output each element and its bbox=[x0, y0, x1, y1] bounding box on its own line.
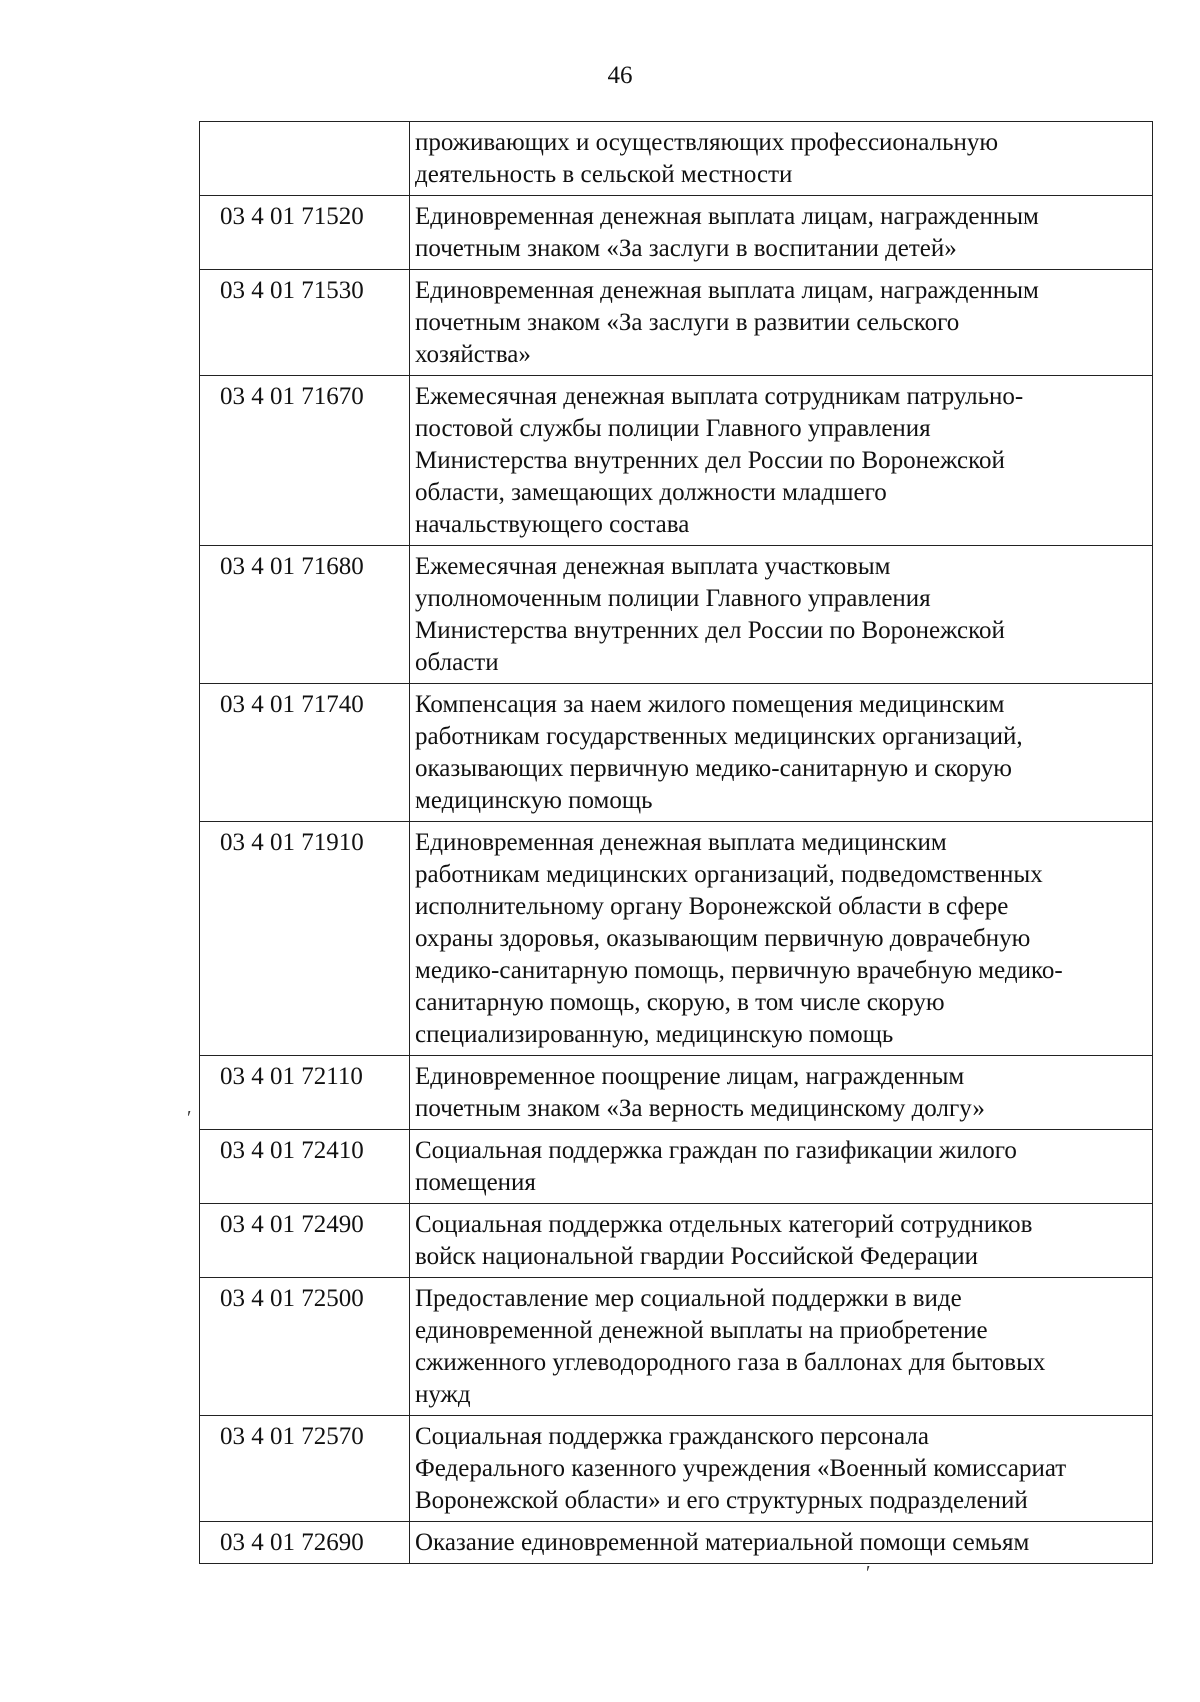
description-line: Министерства внутренних дел России по Воронежской bbox=[415, 617, 1005, 644]
budget-code-cell: 03 4 01 71520 bbox=[200, 196, 410, 270]
budget-code-cell: 03 4 01 71530 bbox=[200, 270, 410, 376]
description-line: Социальная поддержка отдельных категорий сотрудников bbox=[415, 1211, 1033, 1238]
table-body bbox=[200, 122, 1153, 1564]
description-line: Единовременное поощрение лицам, награжденным bbox=[415, 1063, 965, 1090]
description-cell bbox=[410, 1130, 1153, 1204]
description-line: деятельность в сельской местности bbox=[415, 161, 793, 188]
description-line: области bbox=[415, 649, 499, 676]
description-cell bbox=[410, 1522, 1153, 1564]
description-line: войск национальной гвардии Российской Федерации bbox=[415, 1243, 979, 1270]
budget-code-table bbox=[199, 121, 1153, 1564]
description-line: Единовременная денежная выплата медицинским bbox=[415, 829, 947, 856]
table-row bbox=[200, 822, 1153, 1056]
description-line: хозяйства» bbox=[415, 341, 531, 368]
description-line: Социальная поддержка гражданского персонала bbox=[415, 1423, 929, 1450]
description-cell bbox=[410, 546, 1153, 684]
budget-code-cell: 03 4 01 71910 bbox=[200, 822, 410, 1056]
description-line: проживающих и осуществляющих профессиональную bbox=[415, 129, 999, 156]
description-line: Министерства внутренних дел России по Воронежской bbox=[415, 447, 1005, 474]
table-row bbox=[200, 684, 1153, 822]
description-line: Ежемесячная денежная выплата участковым bbox=[415, 553, 891, 580]
description-cell bbox=[410, 1204, 1153, 1278]
description-line: охраны здоровья, оказывающим первичную доврачебную bbox=[415, 925, 1031, 952]
description-cell bbox=[410, 1416, 1153, 1522]
description-line: Воронежской области» и его структурных подразделений bbox=[415, 1487, 1028, 1514]
table-row bbox=[200, 1056, 1153, 1130]
budget-code-cell: 03 4 01 72690 bbox=[200, 1522, 410, 1564]
budget-code-cell: 03 4 01 71740 bbox=[200, 684, 410, 822]
description-cell bbox=[410, 270, 1153, 376]
table-row bbox=[200, 546, 1153, 684]
description-line: нужд bbox=[415, 1381, 471, 1408]
description-line: медицинскую помощь bbox=[415, 787, 653, 814]
description-line: Единовременная денежная выплата лицам, награжденным bbox=[415, 277, 1039, 304]
description-line: Социальная поддержка граждан по газификации жилого bbox=[415, 1137, 1017, 1164]
description-line: исполнительному органу Воронежской области в сфере bbox=[415, 893, 1009, 920]
description-cell bbox=[410, 122, 1153, 196]
budget-code-cell bbox=[200, 122, 410, 196]
budget-code-cell: 03 4 01 72110 bbox=[200, 1056, 410, 1130]
description-line: помещения bbox=[415, 1169, 536, 1196]
table-row bbox=[200, 1204, 1153, 1278]
budget-code-cell: 03 4 01 71680 bbox=[200, 546, 410, 684]
description-line: специализированную, медицинскую помощь bbox=[415, 1021, 894, 1048]
description-line: уполномоченным полиции Главного управления bbox=[415, 585, 931, 612]
description-line: начальствующего состава bbox=[415, 511, 690, 538]
page-number: 46 bbox=[607, 62, 633, 89]
table-row bbox=[200, 376, 1153, 546]
table-row bbox=[200, 1416, 1153, 1522]
description-line: Ежемесячная денежная выплата сотрудникам патрульно- bbox=[415, 383, 1024, 410]
table-row bbox=[200, 1278, 1153, 1416]
description-cell bbox=[410, 196, 1153, 270]
description-line: постовой службы полиции Главного управления bbox=[415, 415, 931, 442]
description-line: оказывающих первичную медико-санитарную и скорую bbox=[415, 755, 1012, 782]
description-cell bbox=[410, 822, 1153, 1056]
table-row bbox=[200, 270, 1153, 376]
description-line: санитарную помощь, скорую, в том числе скорую bbox=[415, 989, 945, 1016]
scan-mark: ′ bbox=[187, 1107, 192, 1129]
description-line: Компенсация за наем жилого помещения медицинским bbox=[415, 691, 1005, 718]
table-row bbox=[200, 122, 1153, 196]
description-line: почетным знаком «За заслуги в воспитании детей» bbox=[415, 235, 957, 262]
description-line: Единовременная денежная выплата лицам, награжденным bbox=[415, 203, 1039, 230]
description-line: работникам медицинских организаций, подведомственных bbox=[415, 861, 1043, 888]
budget-code-cell: 03 4 01 71670 bbox=[200, 376, 410, 546]
description-line: медико-санитарную помощь, первичную врачебную медико- bbox=[415, 957, 1063, 984]
description-cell bbox=[410, 376, 1153, 546]
description-line: Оказание единовременной материальной помощи семьям bbox=[415, 1529, 1030, 1556]
description-line: почетным знаком «За заслуги в развитии сельского bbox=[415, 309, 960, 336]
scan-mark: ′ bbox=[866, 1562, 871, 1584]
description-line: Федерального казенного учреждения «Военный комиссариат bbox=[415, 1455, 1067, 1482]
description-line: почетным знаком «За верность медицинскому долгу» bbox=[415, 1095, 985, 1122]
description-line: работникам государственных медицинских организаций, bbox=[415, 723, 1023, 750]
description-cell bbox=[410, 684, 1153, 822]
description-line: области, замещающих должности младшего bbox=[415, 479, 887, 506]
budget-code-cell: 03 4 01 72410 bbox=[200, 1130, 410, 1204]
description-line: сжиженного углеводородного газа в баллонах для бытовых bbox=[415, 1349, 1046, 1376]
description-cell bbox=[410, 1056, 1153, 1130]
description-cell bbox=[410, 1278, 1153, 1416]
table-row bbox=[200, 196, 1153, 270]
table-row bbox=[200, 1522, 1153, 1564]
description-line: единовременной денежной выплаты на приобретение bbox=[415, 1317, 988, 1344]
table-row bbox=[200, 1130, 1153, 1204]
budget-code-cell: 03 4 01 72570 bbox=[200, 1416, 410, 1522]
budget-code-cell: 03 4 01 72490 bbox=[200, 1204, 410, 1278]
budget-code-cell: 03 4 01 72500 bbox=[200, 1278, 410, 1416]
description-line: Предоставление мер социальной поддержки в виде bbox=[415, 1285, 962, 1312]
